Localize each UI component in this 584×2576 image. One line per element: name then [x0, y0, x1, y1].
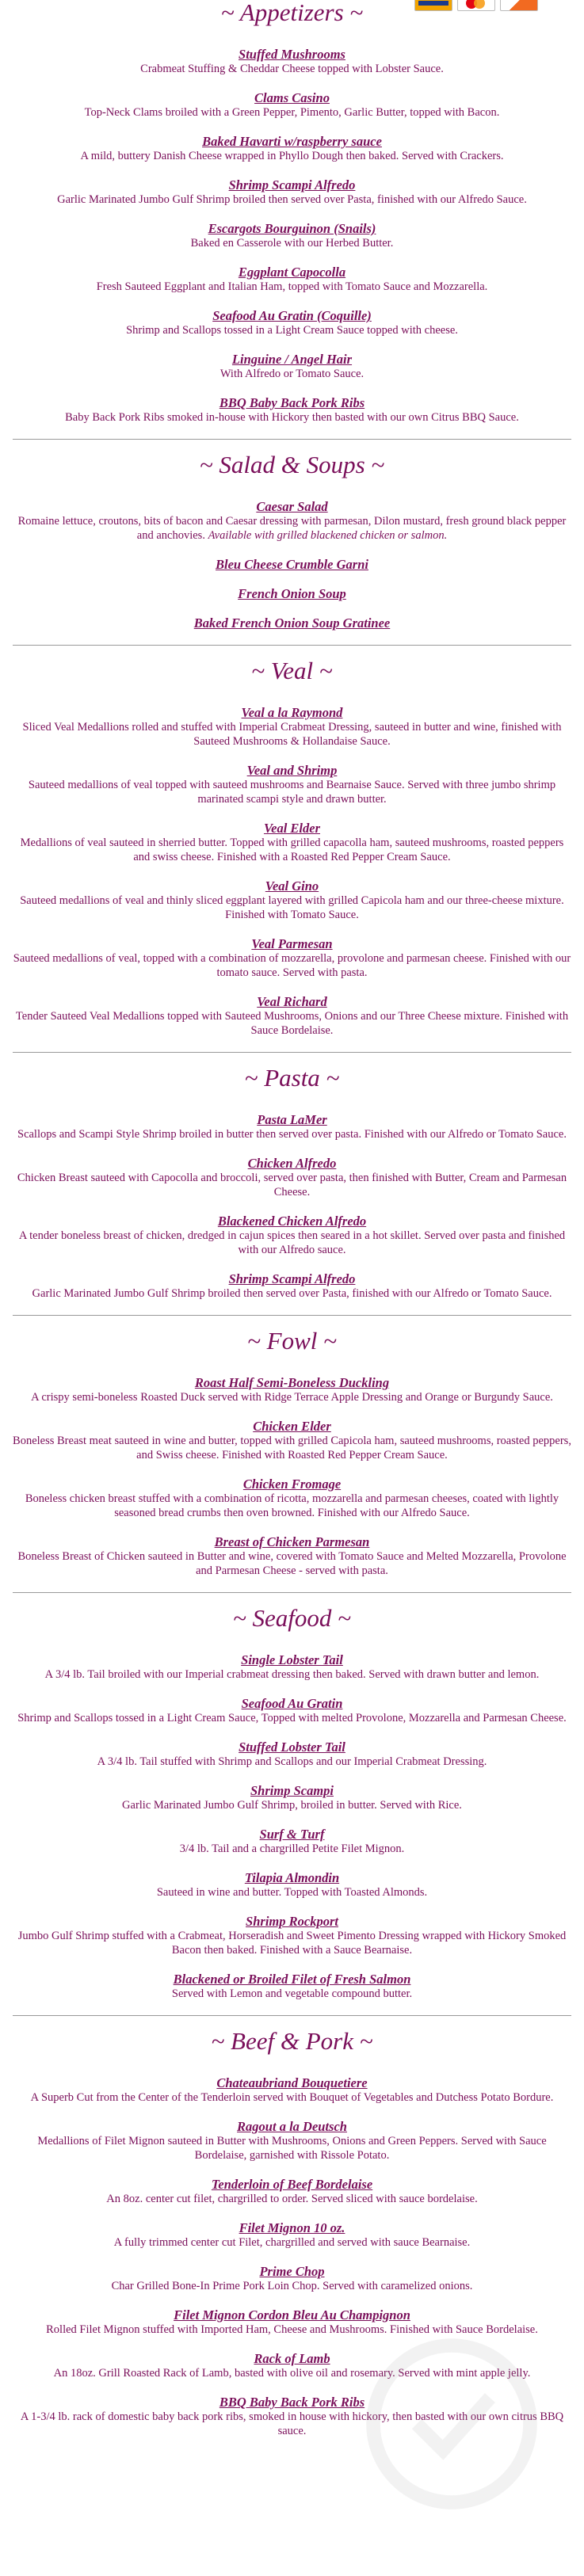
item-description-text: Medallions of Filet Mignon sauteed in Butter with Mushrooms, Onions and Green Peppers. Served with Sauce Bordelaise, garnished with Rissole Potato. [37, 2135, 547, 2162]
section-title: ~ Veal ~ [251, 657, 333, 684]
item-description [13, 367, 571, 381]
menu-item [13, 1214, 571, 1257]
item-description-text: Baked en Casserole with our Herbed Butter. [190, 237, 394, 250]
item-description-text: A fully trimmed center cut Filet, chargrilled and served with sauce Bearnaise. [113, 2236, 471, 2249]
menu-item [13, 1375, 571, 1404]
item-description-text: Garlic Marinated Jumbo Gulf Shrimp broiled then served over Pasta, finished with our Alfredo or Tomato Sauce. [32, 1287, 552, 1300]
menu-item [13, 763, 571, 806]
menu-item [13, 47, 571, 76]
item-description [13, 323, 571, 337]
item-description [13, 280, 571, 294]
menu-item [13, 705, 571, 749]
item-description-text: Rolled Filet Mignon stuffed with Imported Ham, Cheese and Mushrooms. Finished with Sauce Bordelaise. [46, 2323, 538, 2336]
item-name: Linguine / Angel Hair [231, 352, 353, 367]
section-divider [13, 645, 571, 646]
menu-item [13, 134, 571, 163]
menu-item [13, 821, 571, 864]
item-description [13, 894, 571, 922]
menu-section [13, 0, 571, 425]
item-description-text: An 18oz. Grill Roasted Rack of Lamb, basted with olive oil and rosemary. Served with mint apple jelly. [53, 2367, 531, 2380]
item-description-text: Crabmeat Stuffing & Cheddar Cheese topped with Lobster Sauce. [140, 63, 444, 75]
item-description-text: Shrimp and Scallops tossed in a Light Cream Sauce topped with cheese. [126, 324, 458, 337]
item-description-text: Baby Back Pork Ribs smoked in-house with Hickory then basted with our own Citrus BBQ Sauce. [65, 411, 519, 424]
item-description-text: Chicken Breast sauteed with Capocolla and broccoli, served over pasta, then finished with Butter, Cream and Parmesan Cheese. [17, 1172, 567, 1198]
menu-item [13, 1419, 571, 1462]
item-name: Blackened or Broiled Filet of Fresh Salmon [173, 1972, 411, 1987]
menu-item [13, 1652, 571, 1682]
item-description [13, 2279, 571, 2293]
section-title: ~ Pasta ~ [244, 1064, 340, 1092]
item-description-text: Sauteed in wine and butter. Topped with Toasted Almonds. [156, 1886, 428, 1899]
item-description-text: A Superb Cut from the Center of the Tenderloin served with Bouquet of Vegetables and Dutchess Potato Bordure. [30, 2091, 554, 2104]
item-description-text: A 3/4 lb. Tail broiled with our Imperial crabmeat dressing then baked. Served with drawn butter and lemon. [44, 1668, 540, 1681]
item-name: Veal Richard [257, 994, 327, 1009]
item-name: Baked French Onion Soup Gratinee [193, 615, 391, 631]
item-description [13, 1667, 571, 1682]
item-description [13, 410, 571, 425]
item-description [13, 2192, 571, 2206]
menu-item [13, 994, 571, 1038]
menu-item [13, 1827, 571, 1856]
item-description-text: A tender boneless breast of chicken, dredged in cajun spices then seared in a hot skillet. Served over pasta and finished with our Alfredo sauce. [18, 1229, 566, 1256]
section-divider [13, 1052, 571, 1053]
menu-item [13, 2075, 571, 2105]
menu-section [13, 452, 571, 631]
item-description-text: A mild, buttery Danish Cheese wrapped in Phyllo Dough then baked. Served with Crackers. [80, 150, 504, 162]
item-name: Single Lobster Tail [241, 1652, 343, 1667]
menu-item [13, 265, 571, 294]
item-description [13, 105, 571, 120]
item-description [13, 951, 571, 980]
item-description-text: Boneless Breast meat sauteed in wine and butter, topped with grilled Capicola ham, sauteed mushrooms, roasted peppers, and Swiss cheese. Finished with Roasted Red Pepper Cream Sauce. [13, 1435, 571, 1461]
item-description-text: Sauteed medallions of veal, topped with a combination of mozzarella, provolone and parmesan cheese. Finished with our tomato sauce. Served with pasta. [13, 952, 571, 979]
menu-item [13, 1740, 571, 1769]
item-description [13, 1987, 571, 2001]
item-name: Caesar Salad [256, 499, 328, 514]
item-name: Stuffed Lobster Tail [239, 1740, 345, 1755]
item-description [13, 1009, 571, 1038]
item-description-text: Boneless chicken breast stuffed with a combination of ricotta, mozzarella and parmesan cheeses, coated with lightly seasoned bread crumbs then oven browned. Finished with our Alfredo Sauce. [25, 1492, 559, 1519]
menu-item [13, 499, 571, 543]
item-name: Veal Gino [265, 878, 319, 894]
section-divider [13, 1592, 571, 1593]
item-description [13, 1798, 571, 1812]
menu-item [13, 352, 571, 381]
item-name: Breast of Chicken Parmesan [214, 1534, 370, 1549]
item-name: Seafood Au Gratin [241, 1696, 343, 1711]
item-description [13, 1885, 571, 1900]
item-name: Clams Casino [254, 90, 330, 105]
item-description [13, 192, 571, 207]
menu-item [13, 395, 571, 425]
item-description [13, 2090, 571, 2105]
menu-item [13, 2307, 571, 2337]
menu-item [13, 936, 571, 980]
item-description-text: Garlic Marinated Jumbo Gulf Shrimp broiled then served over Pasta, finished with our Alfredo Sauce. [57, 193, 527, 206]
item-description [13, 236, 571, 250]
item-name: Shrimp Scampi Alfredo [228, 1271, 356, 1286]
item-description-text: With Alfredo or Tomato Sauce. [219, 368, 365, 380]
menu-item [13, 615, 571, 631]
menu-item [13, 2177, 571, 2206]
item-description-text: Garlic Marinated Jumbo Gulf Shrimp, broiled in butter. Served with Rice. [122, 1799, 462, 1812]
item-description [13, 1929, 571, 1957]
menu-item [13, 1696, 571, 1725]
item-name: BBQ Baby Back Pork Ribs [219, 2395, 365, 2410]
menu-item [13, 1534, 571, 1578]
item-description [13, 1755, 571, 1769]
menu-item [13, 2119, 571, 2163]
item-description-text: Scallops and Scampi Style Shrimp broiled in butter then served over pasta. Finished with our Alfredo or Tomato Sauce. [17, 1128, 567, 1141]
item-description-text: Romaine lettuce, croutons, bits of bacon and Caesar dressing with parmesan, Dilon mustard, fresh ground black pepper and anchovies. [17, 515, 567, 542]
item-description [13, 1286, 571, 1301]
item-name: Rack of Lamb [254, 2351, 330, 2366]
menu-item [13, 1112, 571, 1141]
item-description [13, 2235, 571, 2250]
section-divider [13, 2015, 571, 2016]
item-description-text: Boneless Breast of Chicken sauteed in Butter and wine, covered with Tomato Sauce and Melted Mozzarella, Provolone and Parmesan Cheese - served with pasta. [17, 1550, 567, 1577]
item-description-text: A 1-3/4 lb. rack of domestic baby back pork ribs, smoked in house with hickory, then basted with our own citrus BBQ sauce. [20, 2410, 564, 2437]
item-description [13, 1842, 571, 1856]
menu-section [13, 658, 571, 1038]
item-description [13, 778, 571, 806]
item-description [13, 1127, 571, 1141]
item-name: Veal a la Raymond [241, 705, 343, 720]
item-description-text: Sauteed medallions of veal and thinly sliced eggplant layered with grilled Capicola ham and our three-cheese mixture. Finished with Tomato Sauce. [20, 894, 564, 921]
item-name: Escargots Bourguinon (Snails) [208, 221, 376, 236]
watermark-icon [357, 2337, 547, 2511]
menu-section [13, 1328, 571, 1578]
item-description [13, 720, 571, 749]
item-description-text: Char Grilled Bone-In Prime Pork Loin Chop. Served with caramelized onions. [111, 2280, 473, 2292]
item-description-text: A crispy semi-boneless Roasted Duck served with Ridge Terrace Apple Dressing and Orange or Burgundy Sauce. [31, 1391, 553, 1404]
section-divider [13, 439, 571, 440]
item-name: Ragout a la Deutsch [237, 2119, 347, 2134]
section-title: ~ Salad & Soups ~ [199, 451, 385, 478]
item-name: Pasta LaMer [257, 1112, 327, 1127]
item-name: French Onion Soup [238, 586, 346, 601]
item-description [13, 836, 571, 864]
menu-item [13, 1914, 571, 1957]
menu-item [13, 1477, 571, 1520]
menu-item [13, 1972, 571, 2001]
item-description-text: Top-Neck Clams broiled with a Green Pepper, Pimento, Garlic Butter, topped with Bacon. [84, 106, 500, 119]
menu-item [13, 308, 571, 337]
item-description [13, 62, 571, 76]
menu-item [13, 878, 571, 922]
menu-item [13, 1783, 571, 1812]
item-name: Veal Elder [263, 821, 321, 836]
menu-item [13, 1271, 571, 1301]
menu-item [13, 2264, 571, 2293]
item-description [13, 1171, 571, 1199]
menu-section [13, 1065, 571, 1301]
item-name: Tenderloin of Beef Bordelaise [211, 2177, 373, 2192]
item-name: Chateaubriand Bouquetiere [216, 2075, 368, 2090]
item-description [13, 1434, 571, 1462]
item-name: Chicken Fromage [242, 1477, 342, 1492]
item-name: Seafood Au Gratin (Coquille) [212, 308, 372, 323]
item-name: Bleu Cheese Crumble Garni [216, 557, 368, 572]
menu [13, 0, 571, 2452]
item-description [13, 514, 571, 543]
item-name: Tilapia Almondin [244, 1870, 340, 1885]
item-description-text: An 8oz. center cut filet, chargrilled to order. Served sliced with sauce bordelaise. [106, 2193, 478, 2205]
item-name: Eggplant Capocolla [238, 265, 346, 280]
item-description-text: Sauteed medallions of veal topped with sauteed mushrooms and Bearnaise Sauce. Served with three jumbo shrimp marinated scampi style and drawn butter. [28, 779, 556, 806]
item-name: Veal and Shrimp [246, 763, 338, 778]
item-description [13, 1549, 571, 1578]
item-description [13, 1492, 571, 1520]
section-divider [13, 1315, 571, 1316]
menu-item [13, 586, 571, 601]
menu-item [13, 1870, 571, 1900]
item-description-text: Medallions of veal sauteed in sherried butter. Topped with grilled capacolla ham, sauteed mushrooms, roasted peppers and swiss cheese. Finished with a Roasted Red Pepper Cream Sauce. [20, 836, 564, 863]
item-name: Filet Mignon Cordon Bleu Au Champignon [174, 2307, 410, 2323]
item-description-text: Sliced Veal Medallions rolled and stuffed with Imperial Crabmeat Dressing, sauteed in butter and wine, finished with Sauteed Mushrooms & Hollandaise Sauce. [22, 721, 562, 748]
menu-item [13, 1156, 571, 1199]
item-name: Baked Havarti w/raspberry sauce [202, 134, 382, 149]
item-name: BBQ Baby Back Pork Ribs [219, 395, 365, 410]
section-title: ~ Beef & Pork ~ [211, 2027, 373, 2055]
menu-item [13, 90, 571, 120]
item-description [13, 2134, 571, 2163]
item-description-text: Fresh Sauteed Eggplant and Italian Ham, topped with Tomato Sauce and Mozzarella. [96, 280, 488, 293]
item-name: Shrimp Scampi Alfredo [228, 177, 356, 192]
menu-item [13, 557, 571, 572]
item-note: Available with grilled blackened chicken or salmon. [208, 529, 448, 542]
item-description-text: Shrimp and Scallops tossed in a Light Cream Sauce, Topped with melted Provolone, Mozzarella and Parmesan Cheese. [17, 1712, 567, 1724]
section-title: ~ Seafood ~ [233, 1604, 351, 1632]
section-title: ~ Appetizers ~ [220, 0, 364, 26]
item-description [13, 1390, 571, 1404]
menu-item [13, 221, 571, 250]
item-description [13, 149, 571, 163]
item-name: Surf & Turf [259, 1827, 325, 1842]
item-description-text: Jumbo Gulf Shrimp stuffed with a Crabmeat, Horseradish and Sweet Pimento Dressing wrapped with Hickory Smoked Bacon then baked. Finished with a Sauce Bearnaise. [17, 1930, 567, 1957]
item-description-text: Served with Lemon and vegetable compound butter. [171, 1987, 413, 2000]
section-title: ~ Fowl ~ [247, 1327, 337, 1355]
item-description-text: 3/4 lb. Tail and a chargrilled Petite Filet Mignon. [179, 1842, 405, 1855]
item-description [13, 2323, 571, 2337]
item-description-text: A 3/4 lb. Tail stuffed with Shrimp and Scallops and our Imperial Crabmeat Dressing. [97, 1755, 487, 1768]
item-name: Chicken Alfredo [247, 1156, 337, 1171]
item-name: Chicken Elder [253, 1419, 331, 1434]
item-name: Prime Chop [259, 2264, 325, 2279]
item-description [13, 1711, 571, 1725]
item-name: Veal Parmesan [251, 936, 333, 951]
item-description [13, 1229, 571, 1257]
menu-section [13, 1606, 571, 2001]
item-name: Roast Half Semi-Boneless Duckling [194, 1375, 390, 1390]
menu-item [13, 2220, 571, 2250]
item-name: Shrimp Rockport [246, 1914, 338, 1929]
item-name: Stuffed Mushrooms [239, 47, 345, 62]
menu-item [13, 177, 571, 207]
item-name: Blackened Chicken Alfredo [217, 1214, 367, 1229]
item-name: Filet Mignon 10 oz. [239, 2220, 345, 2235]
item-description-text: Tender Sauteed Veal Medallions topped with Sauteed Mushrooms, Onions and our Three Cheese mixture. Finished with Sauce Bordelaise. [15, 1010, 569, 1037]
item-name: Shrimp Scampi [250, 1783, 334, 1798]
